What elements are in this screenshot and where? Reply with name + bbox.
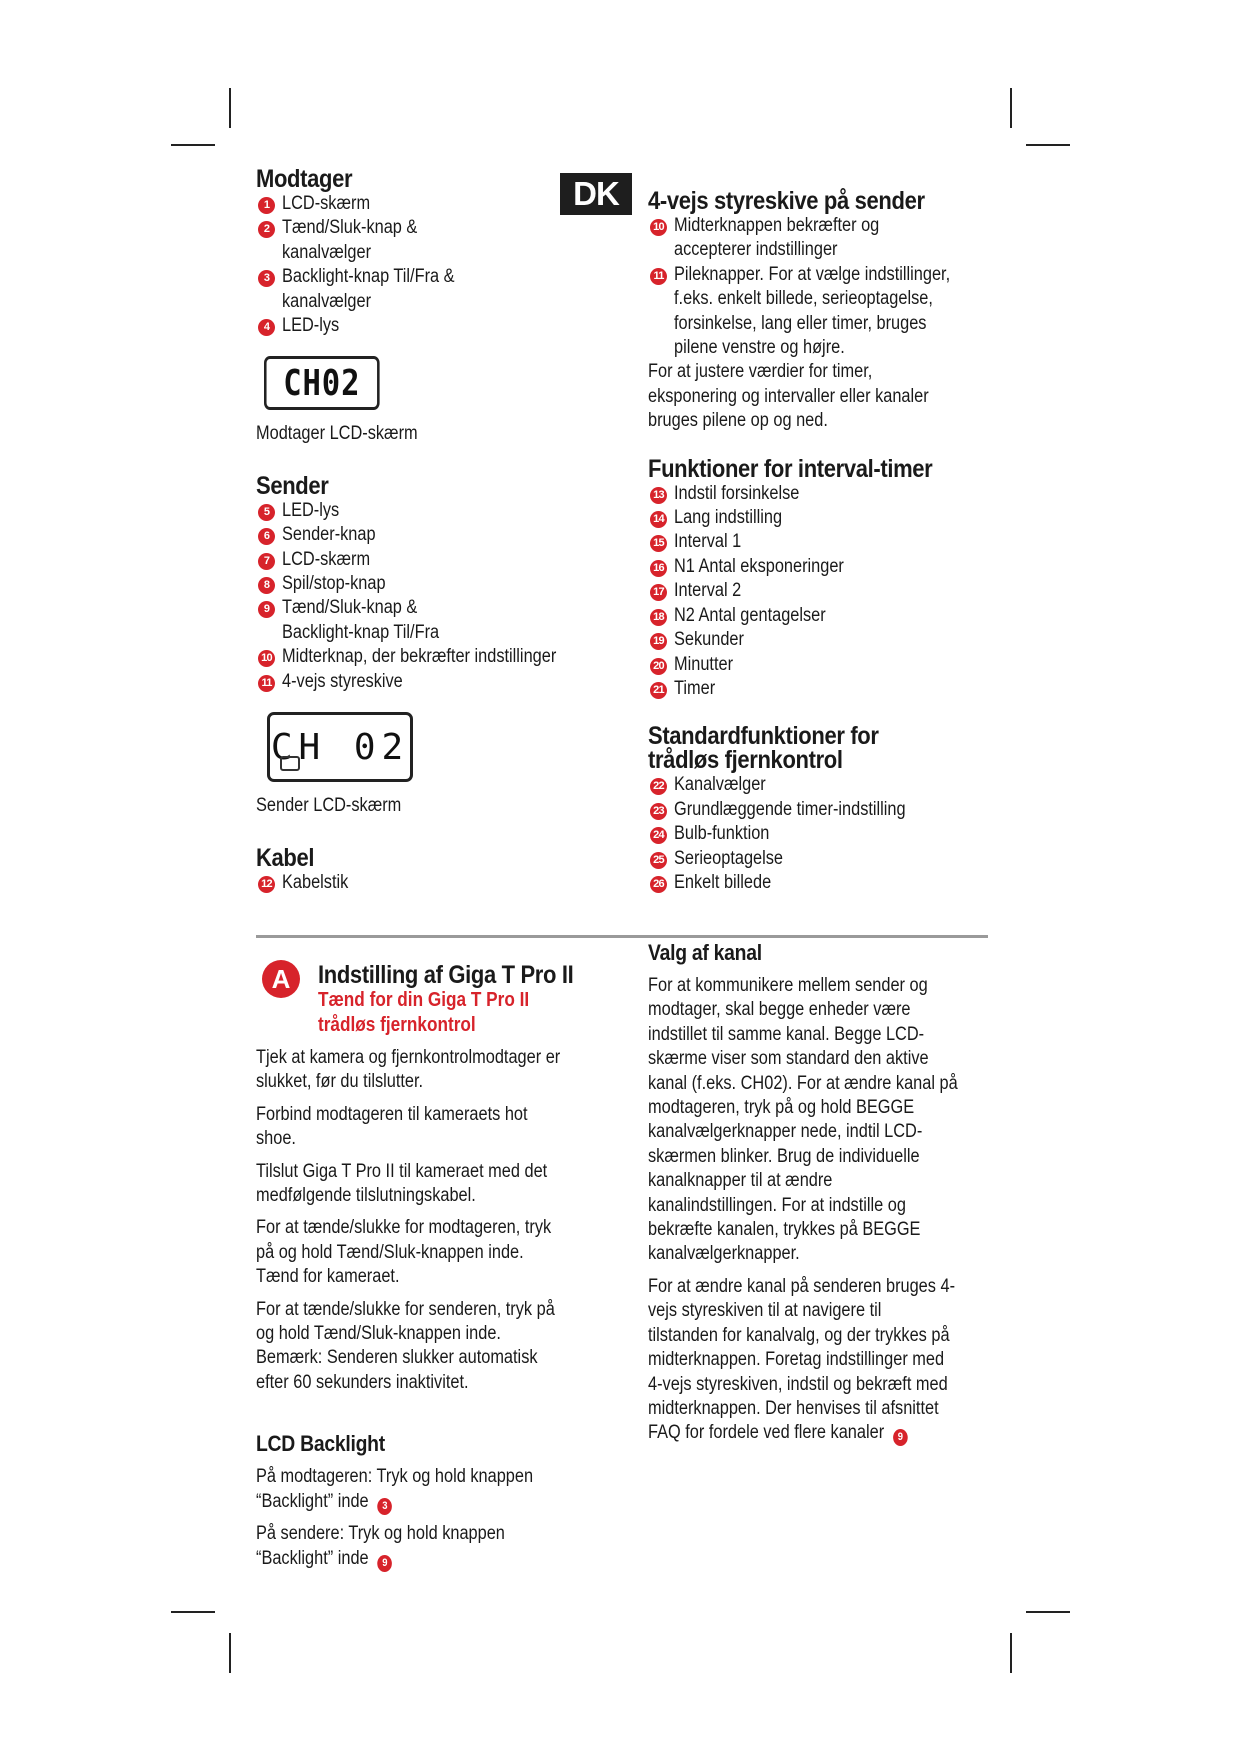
text-line: kanalindstillingen. For at indstille og [648, 1194, 906, 1216]
channel-paragraphs [648, 974, 990, 1446]
text-line: shoe. [256, 1128, 296, 1150]
list-item [648, 263, 988, 361]
list-item-line: Backlight-knap Til/Fra [282, 621, 440, 643]
list-item-line: 4-vejs styreskive [282, 670, 403, 692]
text-line: Tjek at kamera og fjernkontrolmodtager er [256, 1047, 561, 1068]
paragraph [256, 1103, 626, 1152]
number-badge-icon: 9 [258, 601, 275, 618]
text-line: kanalvælgerknapper. [648, 1243, 800, 1265]
list-item [256, 670, 626, 694]
setup-column [256, 1046, 626, 1579]
list-item [648, 822, 988, 846]
list-item-line: Midterknap, der bekræfter indstillinger [282, 646, 557, 668]
text-line: og hold Tænd/Sluk-knappen inde. [256, 1323, 501, 1345]
list-item-line: Lang indstilling [674, 507, 783, 529]
receiver-lcd-screen: CH02 [264, 356, 380, 410]
list-item-line: Sekunder [674, 629, 744, 651]
list-item [256, 645, 626, 669]
number-badge-icon: 23 [650, 803, 667, 820]
sender-lcd-text: CH 02 [270, 726, 410, 768]
text-line: For at tænde/slukke for modtageren, tryk [256, 1217, 552, 1239]
list-item-line: Indstil forsinkelse [674, 482, 800, 504]
number-badge-icon: 21 [650, 682, 667, 699]
text-line: modtageren, tryk på og hold BEGGE [648, 1097, 915, 1119]
setup-paragraphs [256, 1046, 626, 1395]
text-line: på og hold Tænd/Sluk-knappen inde. [256, 1241, 524, 1263]
text-line: Tænd for kameraet. [256, 1266, 400, 1288]
number-badge-icon: 24 [650, 827, 667, 844]
text-line: “Backlight” inde 9 [256, 1547, 574, 1571]
section-a-badge: A [262, 960, 300, 998]
text-line: indstillet til samme kanal. Begge LCD- [648, 1023, 925, 1045]
list-item [648, 773, 988, 797]
crop-mark [229, 1633, 231, 1673]
language-badge: DK [560, 173, 632, 215]
number-badge-icon: 6 [258, 528, 275, 545]
number-badge-icon: 17 [650, 584, 667, 601]
number-badge-icon: 11 [650, 268, 667, 285]
paragraph [256, 1046, 626, 1095]
list-item-line: Serieoptagelse [674, 847, 784, 869]
number-badge-icon: 10 [258, 650, 275, 667]
right-column [648, 188, 988, 895]
receiver-title: Modtager [256, 165, 353, 193]
text-line: 4-vejs styreskiven, indstil og bekræft med [648, 1373, 948, 1395]
text-line: kanalvælgerknapper nede, indtil LCD- [648, 1121, 923, 1143]
text-line: For at kommunikere mellem sender og [648, 975, 928, 996]
crop-mark [1026, 1611, 1070, 1613]
list-item-line: Interval 2 [674, 580, 742, 602]
battery-icon [280, 756, 300, 771]
number-badge-icon: 13 [650, 487, 667, 504]
cable-list [256, 871, 626, 895]
left-column [256, 166, 626, 895]
text-line: skærme viser som standard den aktive [648, 1048, 929, 1070]
cable-title: Kabel [256, 843, 315, 872]
list-item [648, 579, 988, 603]
number-badge-icon: 15 [650, 535, 667, 552]
standard-list [648, 773, 988, 895]
list-item [648, 506, 988, 530]
list-item-line: LCD-skærm [282, 548, 371, 570]
text-line: “Backlight” inde 3 [256, 1490, 574, 1514]
number-badge-icon: 8 [258, 577, 275, 594]
list-item-line: Enkelt billede [674, 871, 772, 893]
list-item [648, 677, 988, 701]
list-item [648, 871, 988, 895]
number-badge-icon: 16 [650, 560, 667, 577]
setup-subtitle-line-1: Tænd for din Giga T Pro II [318, 989, 530, 1011]
list-item-line: Grundlæggende timer-indstilling [674, 798, 906, 820]
paragraph [648, 974, 990, 1267]
text-line: slukket, før du tilslutter. [256, 1071, 424, 1093]
list-item-line: Timer [674, 677, 716, 699]
list-item-line: Spil/stop-knap [282, 573, 386, 595]
list-item [256, 596, 626, 645]
text-line: bruges pilene op og ned. [648, 410, 828, 432]
list-item [256, 523, 626, 547]
number-badge-icon: 25 [650, 852, 667, 869]
list-item-line: Pileknapper. For at vælge indstillinger, [674, 263, 951, 285]
list-item [648, 628, 988, 652]
number-badge-icon: 10 [650, 219, 667, 236]
list-item [256, 572, 626, 596]
crop-mark [1010, 1633, 1012, 1673]
list-item [648, 604, 988, 628]
list-item [648, 555, 988, 579]
crop-mark [1026, 144, 1070, 146]
list-item-line: Tænd/Sluk-knap & [282, 597, 418, 619]
list-item-line: Minutter [674, 653, 734, 675]
list-item [648, 530, 988, 554]
text-line: midterknappen. Der henvises til afsnittet [648, 1397, 939, 1419]
standard-title-line-1: Standardfunktioner for [648, 722, 879, 751]
number-badge-icon: 20 [650, 658, 667, 675]
sender-lcd-caption: Sender LCD-skærm [256, 795, 402, 817]
list-item-line: Midterknappen bekræfter og [674, 215, 880, 236]
text-line: medfølgende tilslutningskabel. [256, 1185, 476, 1207]
dial-note [648, 360, 988, 433]
number-badge-icon: 19 [650, 633, 667, 650]
interval-list [648, 482, 988, 702]
reference-badge-icon: 9 [893, 1429, 908, 1446]
number-badge-icon: 18 [650, 609, 667, 626]
text-line: kanalknapper til at ændre [648, 1170, 833, 1192]
number-badge-icon: 22 [650, 778, 667, 795]
list-item-line: Kabelstik [282, 871, 349, 893]
interval-title: Funktioner for interval-timer [648, 454, 933, 483]
list-item-line: f.eks. enkelt billede, serieoptagelse, [674, 288, 933, 310]
paragraph [256, 1522, 626, 1571]
list-item [648, 847, 988, 871]
channel-column [648, 940, 990, 1454]
list-item-line: N1 Antal eksponeringer [674, 555, 844, 577]
list-item [256, 216, 626, 265]
list-item [648, 214, 988, 263]
number-badge-icon: 2 [258, 221, 275, 238]
text-line: bekræfte kanalen, trykkes på BEGGE [648, 1219, 921, 1241]
channel-title: Valg af kanal [648, 940, 762, 965]
list-item [648, 482, 988, 506]
dial-title: 4-vejs styreskive på sender [648, 187, 925, 215]
number-badge-icon: 11 [258, 675, 275, 692]
text-line: På sendere: Tryk og hold knappen [256, 1523, 505, 1545]
backlight-paragraphs [256, 1465, 626, 1571]
number-badge-icon: 26 [650, 876, 667, 893]
reference-badge-icon: 3 [377, 1498, 392, 1515]
setup-subtitle-line-2: trådløs fjernkontrol [318, 1014, 476, 1036]
list-item-line: Interval 1 [674, 531, 742, 553]
list-item-line: Backlight-knap Til/Fra & [282, 266, 455, 288]
setup-title: Indstilling af Giga T Pro II [318, 961, 574, 989]
paragraph [256, 1465, 626, 1514]
sender-title: Sender [256, 471, 329, 500]
receiver-lcd-caption: Modtager LCD-skærm [256, 423, 418, 445]
text-line: vejs styreskiven til at navigere til [648, 1300, 882, 1322]
paragraph [256, 1160, 626, 1209]
sender-list [256, 499, 626, 694]
list-item-line: Tænd/Sluk-knap & [282, 217, 418, 239]
text-line: kanal (f.eks. CH02). For at ændre kanal på [648, 1072, 958, 1094]
paragraph [256, 1298, 626, 1396]
number-badge-icon: 12 [258, 876, 275, 893]
standard-title-line-2: trådløs fjernkontrol [648, 746, 843, 775]
list-item-line: Bulb-funktion [674, 823, 770, 845]
list-item [648, 798, 988, 822]
text-line: FAQ for fordele ved flere kanaler 9 [648, 1421, 942, 1445]
list-item [648, 653, 988, 677]
list-item-line: kanalvælger [282, 241, 372, 263]
number-badge-icon: 1 [258, 197, 275, 214]
text-line: Bemærk: Senderen slukker automatisk [256, 1347, 538, 1369]
number-badge-icon: 3 [258, 270, 275, 287]
list-item [256, 499, 626, 523]
list-item [256, 192, 626, 216]
text-line: eksponering og intervaller eller kanaler [648, 385, 929, 407]
number-badge-icon: 5 [258, 504, 275, 521]
number-badge-icon: 7 [258, 553, 275, 570]
list-item-line: Sender-knap [282, 524, 376, 546]
text-line: skærmen blinker. Brug de individuelle [648, 1145, 920, 1167]
sender-lcd-screen [267, 712, 413, 782]
crop-mark [171, 1611, 215, 1613]
text-line: Tilslut Giga T Pro II til kameraet med det [256, 1160, 548, 1182]
paragraph [648, 1275, 990, 1446]
number-badge-icon: 4 [258, 319, 275, 336]
crop-mark [1010, 88, 1012, 128]
list-item [256, 314, 626, 338]
section-divider [256, 935, 988, 938]
text-line: efter 60 sekunders inaktivitet. [256, 1371, 469, 1393]
list-item-line: LCD-skærm [282, 193, 371, 214]
standard-title [648, 723, 947, 773]
list-item-line: accepterer indstillinger [674, 239, 838, 261]
text-line: På modtageren: Tryk og hold knappen [256, 1466, 534, 1488]
text-line: modtager, skal begge enheder være [648, 999, 911, 1021]
text-line: tilstanden for kanalvalg, og der trykkes på [648, 1324, 950, 1346]
list-item-line: LED-lys [282, 315, 340, 337]
crop-mark [229, 88, 231, 128]
list-item-line: pilene venstre og højre. [674, 337, 845, 359]
reference-badge-icon: 9 [377, 1555, 392, 1572]
list-item-line: Kanalvælger [674, 774, 766, 796]
list-item [256, 871, 626, 895]
dial-list [648, 214, 988, 360]
number-badge-icon: 14 [650, 511, 667, 528]
text-line: midterknappen. Foretag indstillinger med [648, 1349, 945, 1371]
text-line: For at justere værdier for timer, [648, 361, 873, 383]
text-line: For at ændre kanal på senderen bruges 4- [648, 1275, 956, 1297]
list-item-line: N2 Antal gentagelser [674, 604, 826, 626]
receiver-list [256, 192, 626, 338]
backlight-title: LCD Backlight [256, 1431, 385, 1457]
list-item-line: LED-lys [282, 499, 340, 521]
text-line: For at tænde/slukke for senderen, tryk på [256, 1298, 555, 1320]
setup-title-block [318, 962, 648, 1038]
list-item-line: forsinkelse, lang eller timer, bruges [674, 312, 927, 334]
crop-mark [171, 144, 215, 146]
list-item [256, 265, 626, 314]
paragraph [256, 1216, 626, 1289]
list-item [256, 548, 626, 572]
list-item-line: kanalvælger [282, 290, 372, 312]
text-line: Forbind modtageren til kameraets hot [256, 1103, 528, 1125]
